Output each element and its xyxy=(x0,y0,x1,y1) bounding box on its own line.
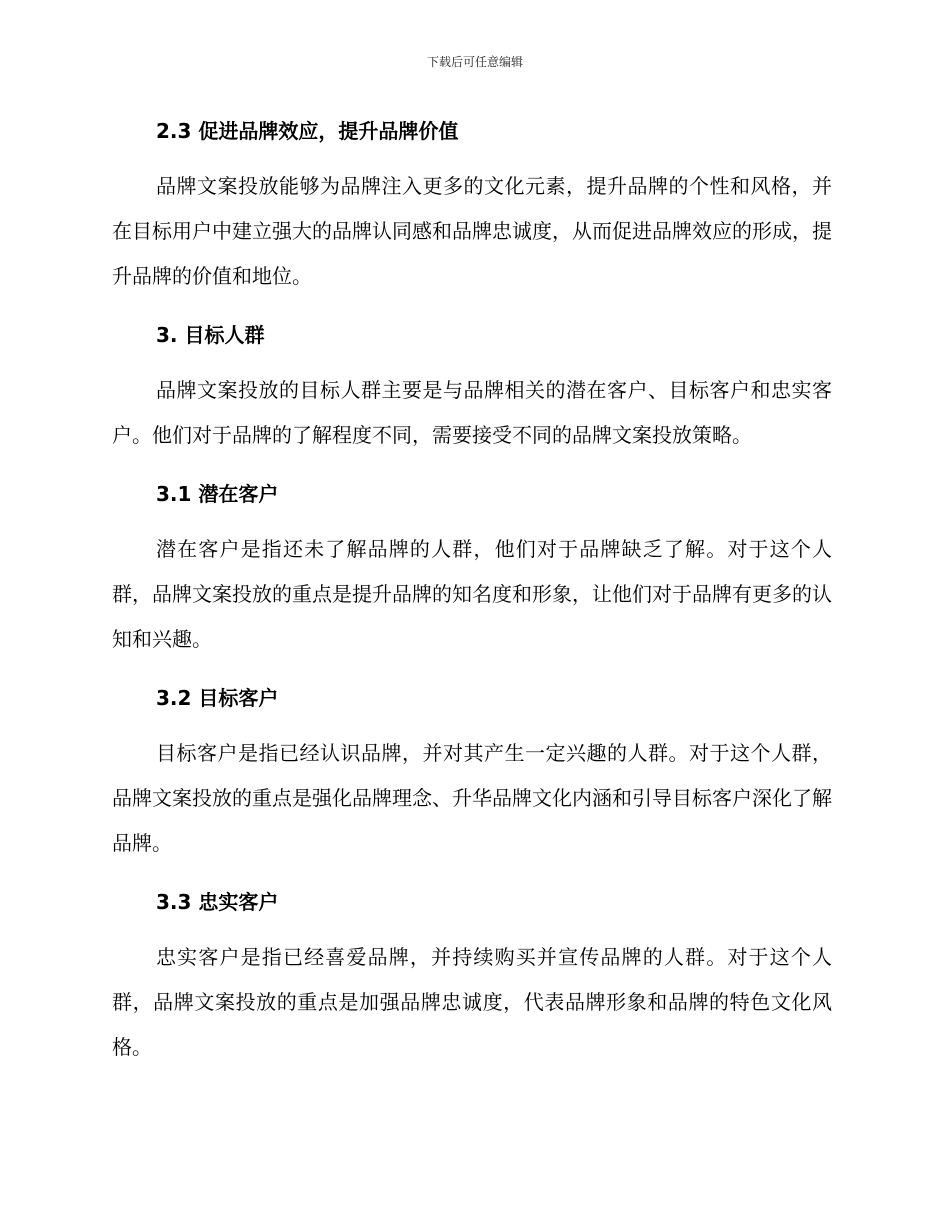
section-heading-3-1: 3.1 潜在客户 xyxy=(156,482,279,506)
page-header: 下载后可任意编辑 xyxy=(426,55,523,69)
section-paragraph-3-3: 忠实客户是指已经喜爱品牌，并持续购买并宣传品牌的人群。对于这个人群，品牌文案投放的重点是加强品牌忠诚度，代表品牌形象和品牌的特色文化风格。 xyxy=(112,945,832,1059)
section-heading-3: 3. 目标人群 xyxy=(156,323,265,347)
section-heading-3-2: 3.2 目标客户 xyxy=(156,686,279,710)
section-heading-2-3: 2.3 促进品牌效应，提升品牌价值 xyxy=(156,119,459,143)
section-paragraph-3-1: 潜在客户是指还未了解品牌的人群，他们对于品牌缺乏了解。对于这个人群，品牌文案投放的重点是提升品牌的知名度和形象，让他们对于品牌有更多的认知和兴趣。 xyxy=(112,537,832,651)
section-paragraph-3: 品牌文案投放的目标人群主要是与品牌相关的潜在客户、目标客户和忠实客户。他们对于品牌的了解程度不同，需要接受不同的品牌文案投放策略。 xyxy=(112,378,832,447)
section-paragraph-3-2: 目标客户是指已经认识品牌，并对其产生一定兴趣的人群。对于这个人群，品牌文案投放的重点是强化品牌理念、升华品牌文化内涵和引导目标客户深化了解品牌。 xyxy=(112,741,832,855)
section-heading-3-3: 3.3 忠实客户 xyxy=(156,890,279,914)
document-body xyxy=(112,110,832,1070)
section-paragraph-2-3: 品牌文案投放能够为品牌注入更多的文化元素，提升品牌的个性和风格，并在目标用户中建立强大的品牌认同感和品牌忠诚度，从而促进品牌效应的形成，提升品牌的价值和地位。 xyxy=(112,174,832,288)
